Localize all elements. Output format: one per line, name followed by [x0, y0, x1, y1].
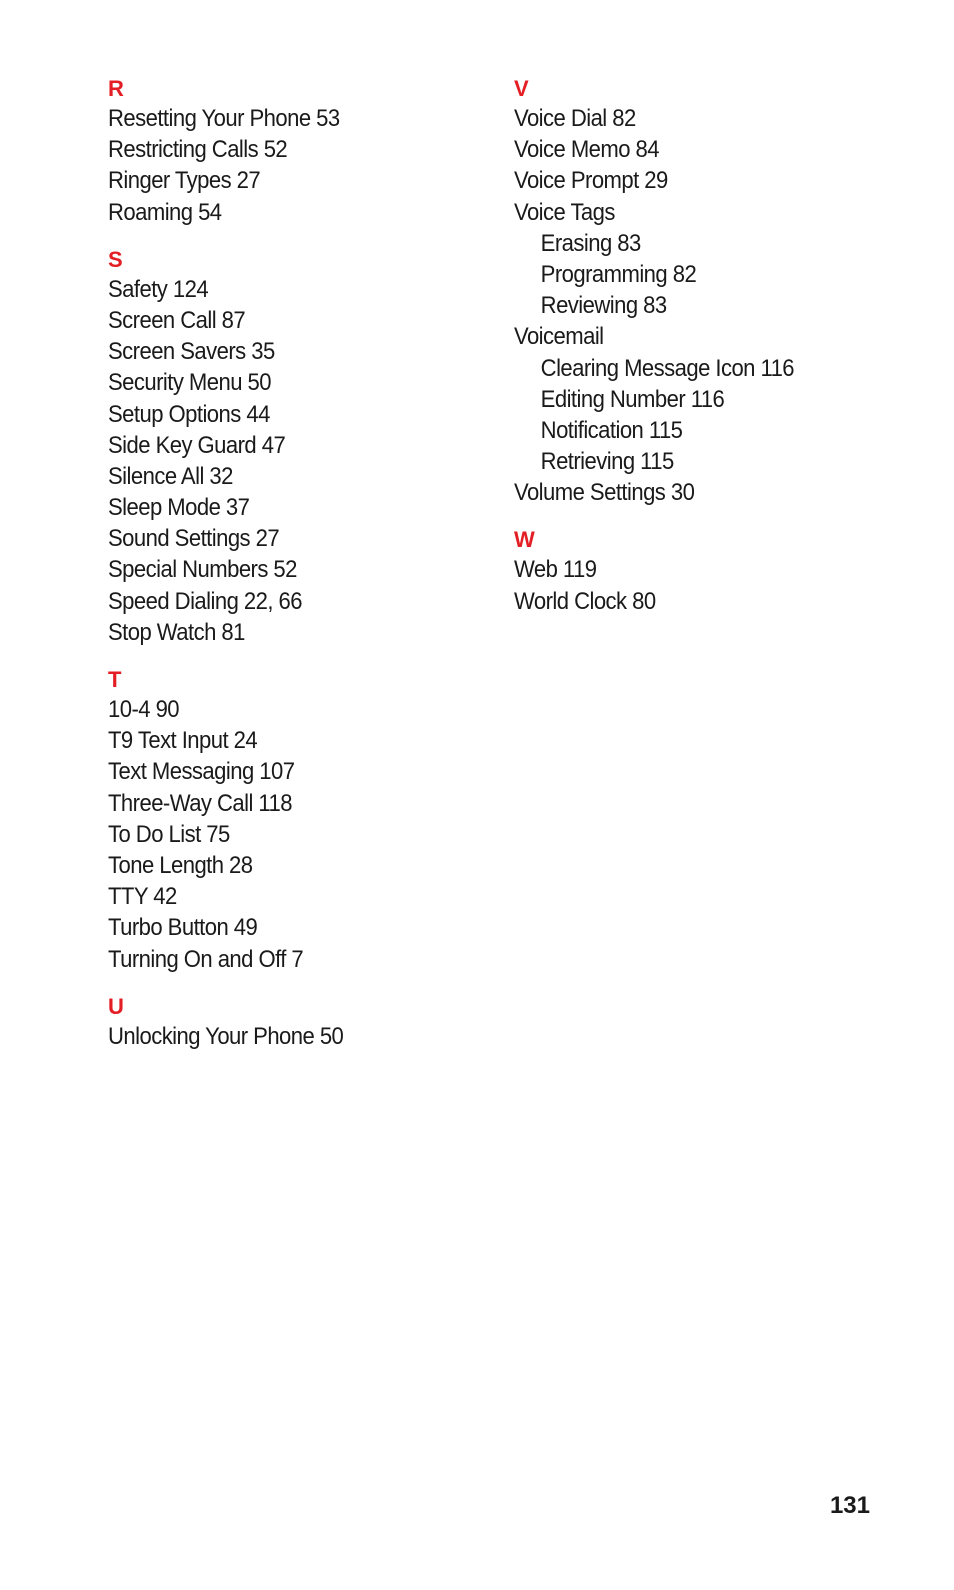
index-entry: Screen Call 87 [108, 306, 246, 334]
index-column-left [108, 75, 498, 1070]
index-entry: Ringer Types 27 [108, 167, 261, 195]
index-entry: Volume Settings 30 [514, 479, 695, 507]
index-entry: Text Messaging 107 [108, 758, 295, 786]
section-letter: R [108, 76, 124, 101]
index-subentry: Clearing Message Icon 116 [540, 354, 795, 382]
index-section-v [514, 75, 904, 508]
index-entry: Turbo Button 49 [108, 914, 258, 942]
index-section-r [108, 75, 498, 228]
section-letter: U [108, 993, 124, 1019]
index-section-s [108, 246, 498, 648]
index-entry: To Do List 75 [108, 820, 230, 848]
index-entry: Side Key Guard 47 [108, 431, 286, 459]
index-entry: Unlocking Your Phone 50 [108, 1022, 344, 1050]
index-entry: T9 Text Input 24 [108, 727, 258, 755]
index-section-w [514, 526, 904, 616]
index-subentry: Notification 115 [540, 416, 683, 444]
index-entry: Web 119 [514, 556, 597, 584]
index-entry: Silence All 32 [108, 462, 233, 490]
index-entry: World Clock 80 [514, 587, 656, 615]
index-entry: Voicemail [514, 323, 604, 351]
index-entry: Voice Prompt 29 [514, 167, 668, 195]
index-subentry: Reviewing 83 [540, 292, 667, 320]
index-entry: Tone Length 28 [108, 851, 253, 879]
index-section-t [108, 666, 498, 975]
index-entry: Voice Dial 82 [514, 105, 636, 132]
index-entry: Safety 124 [108, 275, 209, 303]
index-entry: Restricting Calls 52 [108, 136, 288, 164]
index-entry: Special Numbers 52 [108, 556, 297, 584]
index-entry: Voice Tags [514, 198, 615, 226]
index-entry: 10-4 90 [108, 696, 180, 723]
index-entry: Voice Memo 84 [514, 136, 660, 164]
index-entry: Stop Watch 81 [108, 618, 245, 646]
index-subentry: Editing Number 116 [540, 385, 725, 413]
index-entry: Turning On and Off 7 [108, 945, 304, 973]
index-subentry: Programming 82 [540, 260, 697, 288]
index-entry: Setup Options 44 [108, 400, 270, 428]
index-subentry: Retrieving 115 [540, 448, 674, 476]
index-entry: Security Menu 50 [108, 369, 271, 397]
index-entry: Resetting Your Phone 53 [108, 105, 340, 132]
index-entry: Roaming 54 [108, 198, 222, 226]
index-entry: Speed Dialing 22, 66 [108, 587, 302, 615]
index-entry: TTY 42 [108, 883, 177, 911]
section-letter: W [514, 527, 535, 553]
index-entry: Sleep Mode 37 [108, 494, 250, 522]
index-entry: Screen Savers 35 [108, 338, 275, 366]
index-section-u [108, 993, 498, 1052]
section-letter: V [514, 76, 529, 101]
index-subentry: Erasing 83 [540, 229, 641, 257]
index-entry: Three-Way Call 118 [108, 789, 292, 817]
page-number: 131 [829, 1492, 870, 1519]
index-column-right [514, 75, 904, 635]
section-letter: S [108, 246, 123, 272]
index-entry: Sound Settings 27 [108, 525, 280, 553]
section-letter: T [108, 667, 122, 692]
